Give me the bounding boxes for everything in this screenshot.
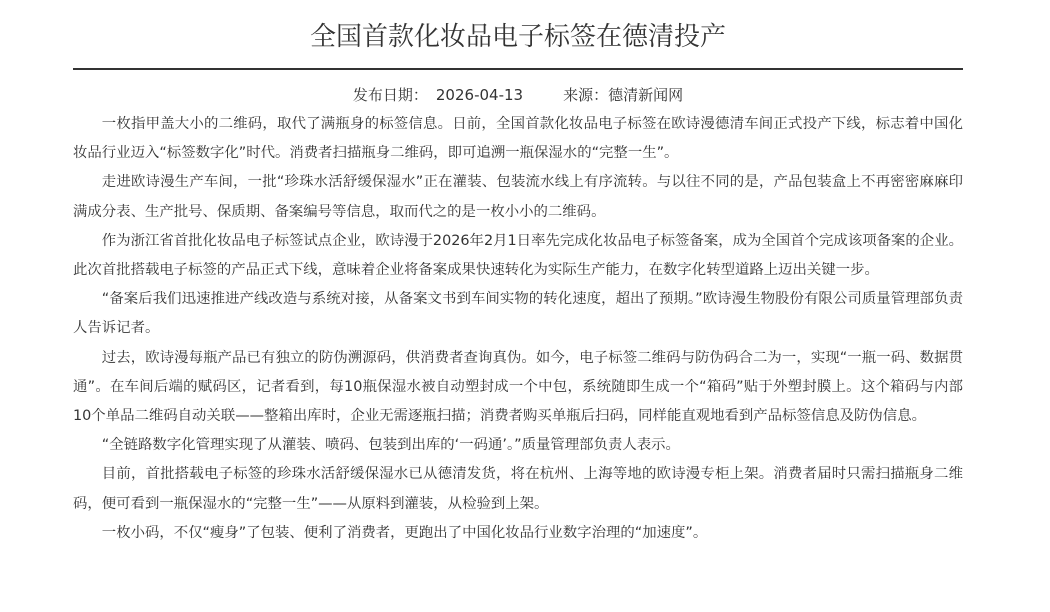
publish-date-label: 发布日期：	[352, 86, 428, 104]
article-paragraph: 目前，首批搭载电子标签的珍珠水活舒缓保湿水已从德清发货，将在杭州、上海等地的欧诗漫专柜上架。消费者届时只需扫描瓶身二维码，便可看到一瓶保湿水的“完整一生”——从原料到灌装，从检验到上架。	[73, 466, 963, 512]
article-body	[73, 110, 963, 548]
source-label: 来源：	[563, 86, 609, 104]
article-meta	[73, 70, 963, 110]
source-name: 德清新闻网	[608, 86, 684, 104]
publish-date: 2026-04-13	[435, 86, 524, 104]
article-paragraph: 作为浙江省首批化妆品电子标签试点企业，欧诗漫于2026年2月1日率先完成化妆品电子标签备案，成为全国首个完成该项备案的企业。此次首批搭载电子标签的产品正式下线，意味着企业将备案成果快速转化为实际生产能力，在数字化转型道路上迈出关键一步。	[73, 232, 963, 279]
article-paragraph: 一枚指甲盖大小的二维码，取代了满瓶身的标签信息。日前，全国首款化妆品电子标签在欧诗漫德清车间正式投产下线，标志着中国化妆品行业迈入“标签数字化”时代。消费者扫描瓶身二维码，即可追溯一瓶保湿水的“完整一生”。	[73, 116, 963, 162]
article-paragraph: 走进欧诗漫生产车间，一批“珍珠水活舒缓保湿水”正在灌装、包装流水线上有序流转。与以往不同的是，产品包装盒上不再密密麻麻印满成分表、生产批号、保质期、备案编号等信息，取而代之的是一枚小小的二维码。	[73, 174, 963, 220]
article-paragraph: 一枚小码，不仅“瘦身”了包装、便利了消费者，更跑出了中国化妆品行业数字治理的“加速度”。	[101, 524, 708, 541]
article	[73, 0, 963, 548]
article-paragraph: “备案后我们迅速推进产线改造与系统对接，从备案文书到车间实物的转化速度，超出了预期。”欧诗漫生物股份有限公司质量管理部负责人告诉记者。	[73, 291, 963, 337]
article-title: 全国首款化妆品电子标签在德清投产	[309, 22, 726, 52]
article-paragraph: 过去，欧诗漫每瓶产品已有独立的防伪溯源码，供消费者查询真伪。如今，电子标签二维码与防伪码合二为一，实现“一瓶一码、数据贯通”。在车间后端的赋码区，记者看到，每10瓶保湿水被自动塑封成一个中包，系统随即生成一个“箱码”贴于外塑封膜上。这个箱码与内部10个单品二维码自动关联——整箱出库时，企业无需逐瓶扫描；消费者购买单瓶后扫码，同样能直观地看到产品标签信息及防伪信息。	[73, 349, 963, 425]
article-paragraph: “全链路数字化管理实现了从灌装、喷码、包装到出库的‘一码通’。”质量管理部负责人表示。	[101, 437, 680, 454]
